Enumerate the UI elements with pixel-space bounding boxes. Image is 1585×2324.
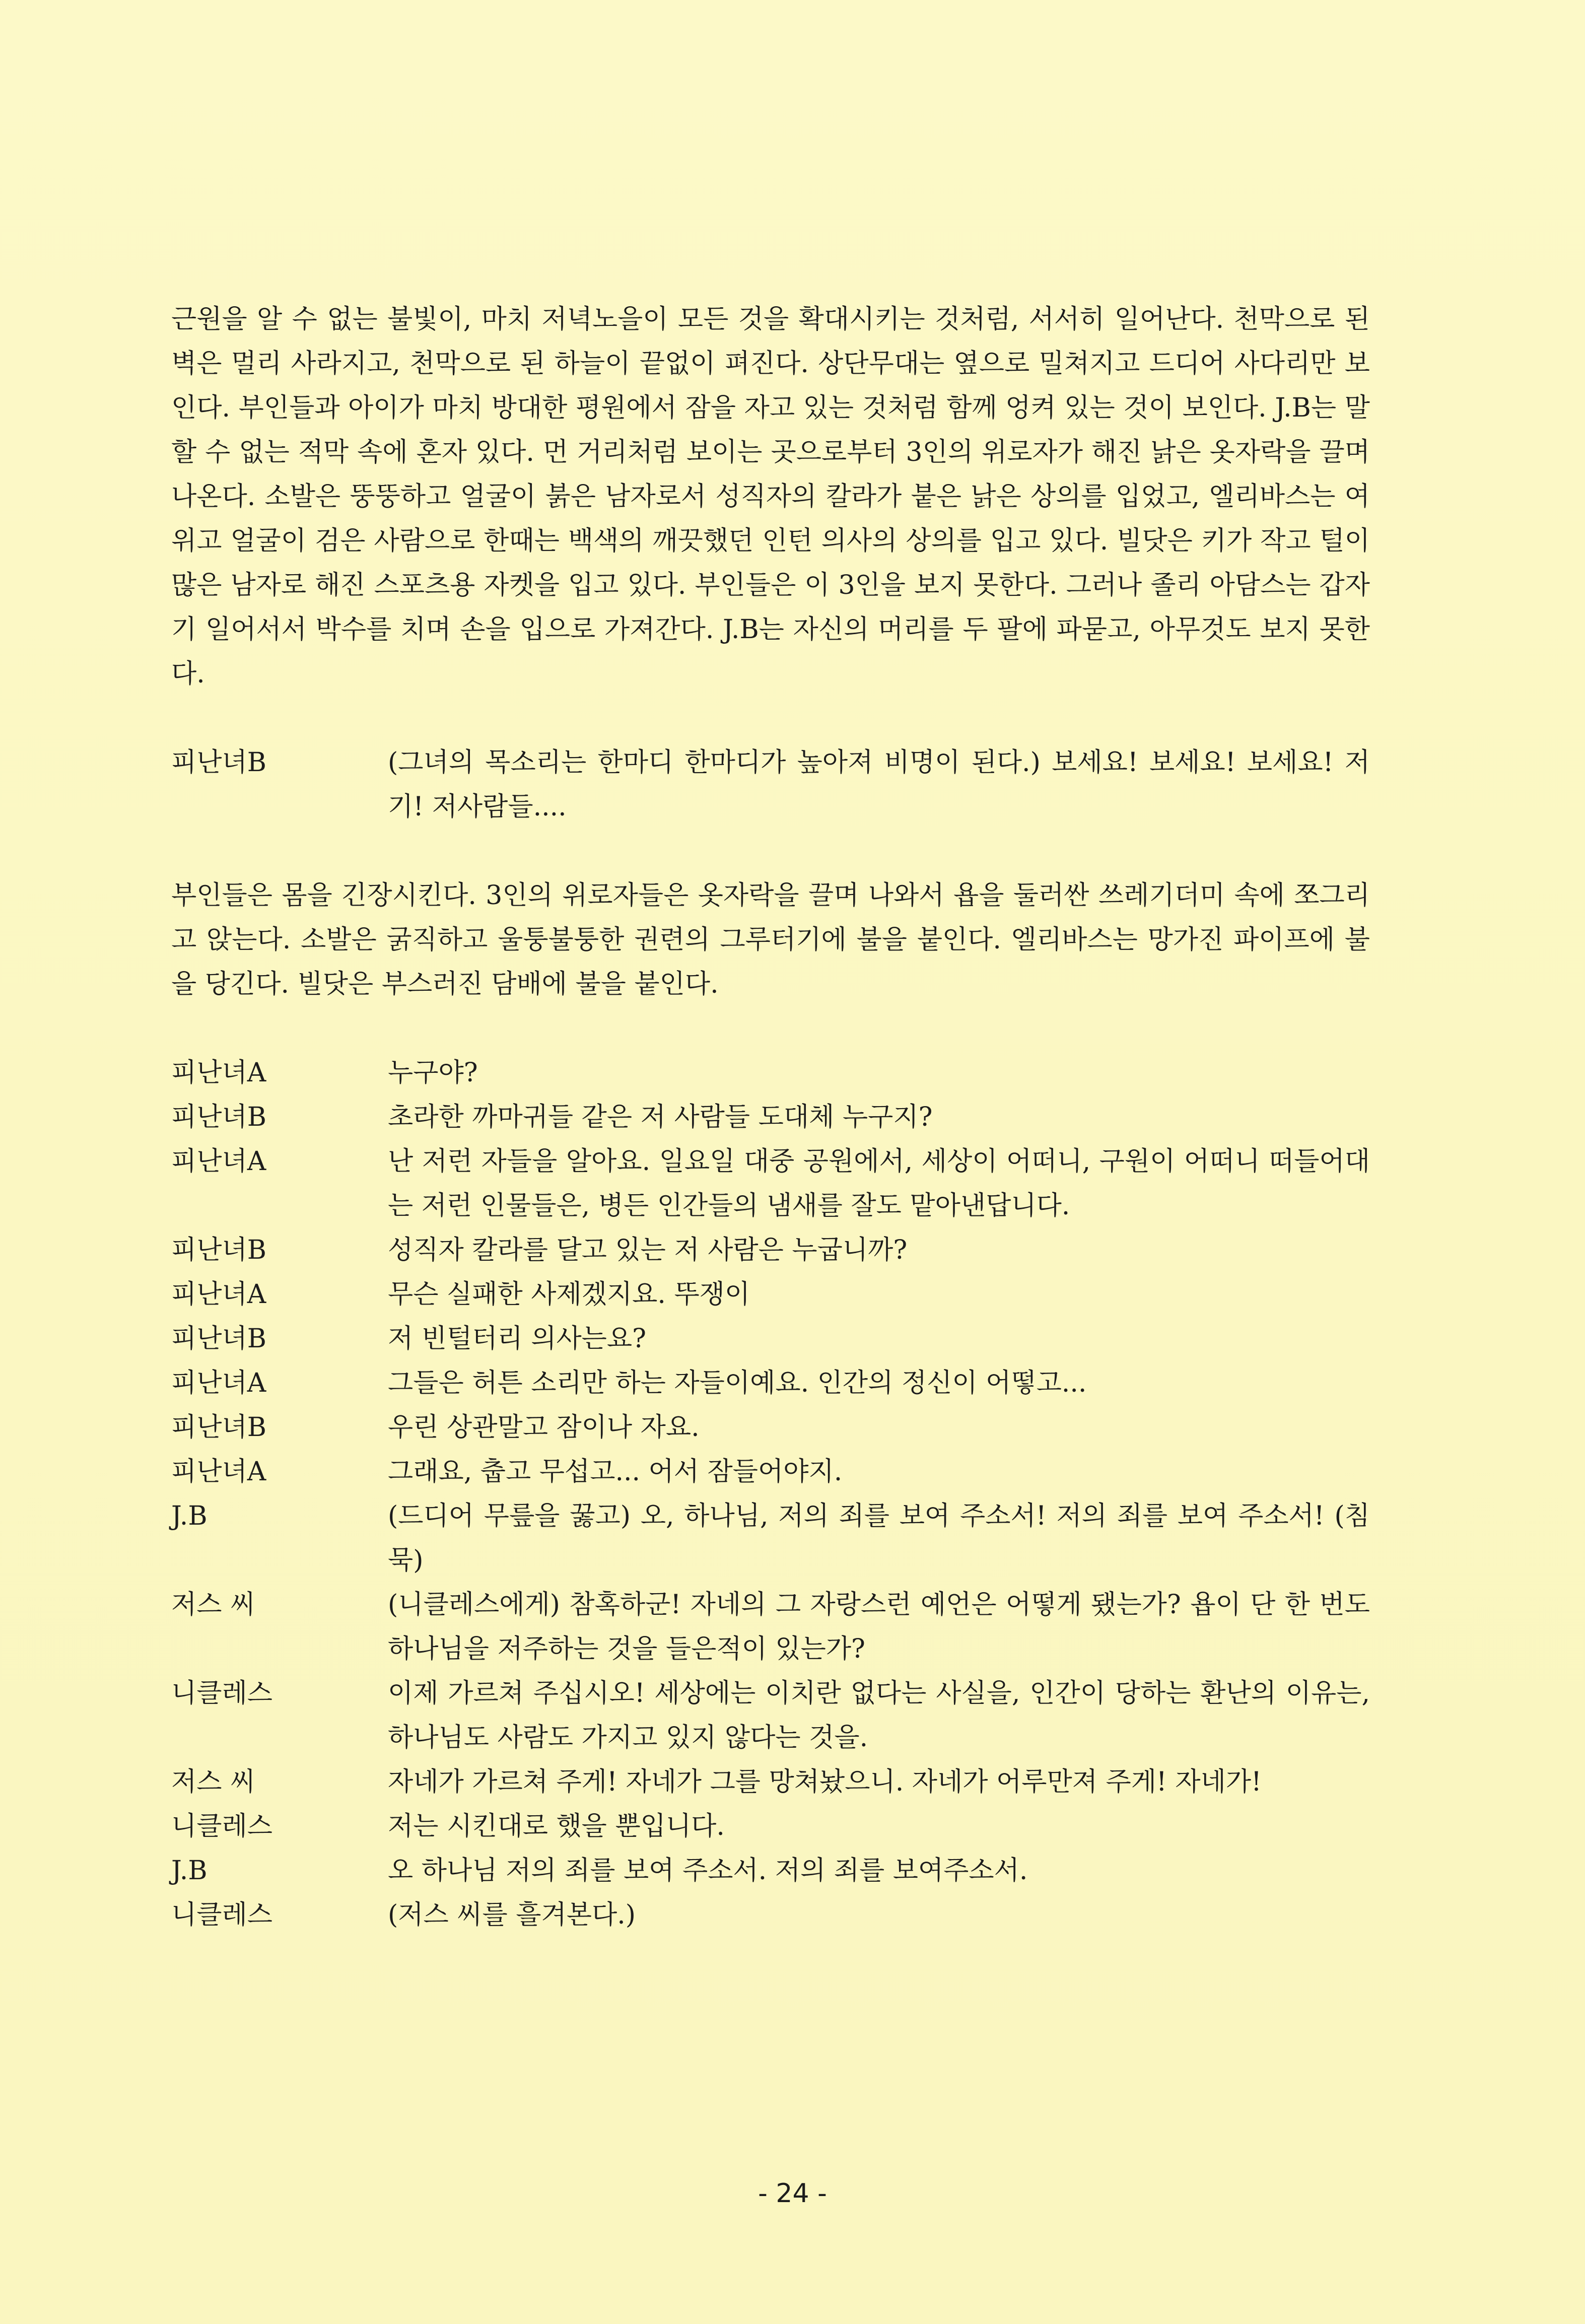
dialog-line (171, 1893, 1370, 1937)
speech-text: 성직자 칼라를 달고 있는 저 사람은 누굽니까? (388, 1235, 908, 1265)
speech-text: 이제 가르쳐 주십시오! 세상에는 이치란 없다는 사실을, 인간이 당하는 환난의 이유는, 하나님도 사람도 가지고 있지 않다는 것을. (388, 1678, 1370, 1753)
dialog-line (171, 1139, 1370, 1228)
dialog-line (171, 1760, 1370, 1804)
stage-direction-paragraph: 근원을 알 수 없는 불빛이, 마치 저녁노을이 모든 것을 확대시키는 것처럼, 서서히 일어난다. 천막으로 된 벽은 멀리 사라지고, 천막으로 된 하늘이 끝없이 펴진다. 상단무대는 옆으로 밀쳐지고 드디어 사다리만 보인다. 부인들과 아이가 마치 방대한 평원에서 잠을 자고 있는 것처럼 함께 엉켜 있는 것이 보인다. J.B는 말할 수 없는 적막 속에 혼자 있다. 먼 거리처럼 보이는 곳으로부터 3인의 위로자가 해진 낡은 옷자락을 끌며 나온다. 소발은 뚱뚱하고 얼굴이 붉은 남자로서 성직자의 칼라가 붙은 낡은 상의를 입었고, 엘리바스는 여위고 얼굴이 검은 사람으로 한때는 백색의 깨끗했던 인턴 의사의 상의를 입고 있다. 빌닷은 키가 작고 털이 많은 남자로 해진 스포츠용 자켓을 입고 있다. 부인들은 이 3인을 보지 못한다. 그러나 졸리 아담스는 갑자기 일어서서 박수를 치며 손을 입으로 가져간다. J.B는 자신의 머리를 두 팔에 파묻고, 아무것도 보지 못한다. (171, 304, 1370, 689)
speaker-name: 저스 씨 (171, 1767, 256, 1797)
stage-direction-paragraph: 부인들은 몸을 긴장시킨다. 3인의 위로자들은 옷자락을 끌며 나와서 욥을 둘러싼 쓰레기더미 속에 쪼그리고 앉는다. 소발은 굵직하고 울퉁불퉁한 권련의 그루터기에 불을 붙인다. 엘리바스는 망가진 파이프에 불을 당긴다. 빌닷은 부스러진 담배에 불을 붙인다. (171, 880, 1370, 999)
dialog-line (171, 1095, 1370, 1139)
dialog-line (171, 1405, 1370, 1450)
speech-text: (그녀의 목소리는 한마디 한마디가 높아져 비명이 된다.) 보세요! 보세요! 보세요! 저기! 저사람들.... (388, 747, 1370, 822)
speaker-name: 피난녀B (171, 1102, 266, 1132)
spacer (171, 696, 1370, 740)
speaker-name: 피난녀B (171, 1235, 266, 1265)
speech-text: 그래요, 춥고 무섭고... 어서 잠들어야지. (388, 1457, 843, 1487)
dialog-block-2 (171, 1051, 1370, 1937)
dialog-line (171, 1361, 1370, 1405)
dialog-line (171, 740, 1370, 829)
speaker-name: 니클레스 (171, 1678, 272, 1708)
dialog-block-1 (171, 740, 1370, 829)
speaker-name: 니클레스 (171, 1811, 272, 1841)
speaker-name: 피난녀A (171, 1279, 266, 1310)
spacer (171, 1006, 1370, 1051)
speaker-name: J.B (171, 1501, 208, 1531)
speaker-name: 피난녀A (171, 1457, 266, 1487)
dialog-line (171, 1317, 1370, 1361)
speaker-name: 피난녀B (171, 1324, 266, 1354)
speech-text: 우린 상관말고 잠이나 자요. (388, 1412, 700, 1443)
speaker-name: 피난녀A (171, 1368, 266, 1398)
speech-text: 오 하나님 저의 죄를 보여 주소서. 저의 죄를 보여주소서. (388, 1856, 1028, 1886)
page-body (171, 297, 1370, 1937)
dialog-line (171, 1272, 1370, 1317)
speaker-name: 피난녀A (171, 1058, 266, 1088)
speech-text: (저스 씨를 흘겨본다.) (388, 1900, 636, 1930)
spacer (171, 829, 1370, 873)
speech-text: 무슨 실패한 사제겠지요. 뚜쟁이 (388, 1279, 750, 1310)
dialog-line (171, 1494, 1370, 1583)
speech-text: (니클레스에게) 참혹하군! 자네의 그 자랑스런 예언은 어떻게 됐는가? 욥이 단 한 번도 하나님을 저주하는 것을 들은적이 있는가? (388, 1590, 1370, 1664)
dialog-line (171, 1228, 1370, 1272)
speech-text: (드디어 무릎을 꿇고) 오, 하나님, 저의 죄를 보여 주소서! 저의 죄를 보여 주소서! (침묵) (388, 1501, 1370, 1576)
speaker-name: 저스 씨 (171, 1590, 256, 1620)
page-number: - 24 - (758, 2178, 827, 2209)
speech-text: 그들은 허튼 소리만 하는 자들이예요. 인간의 정신이 어떻고... (388, 1368, 1087, 1398)
speaker-name: J.B (171, 1856, 208, 1886)
speaker-name: 피난녀B (171, 747, 266, 778)
dialog-line (171, 1849, 1370, 1893)
speech-text: 저 빈털터리 의사는요? (388, 1324, 647, 1354)
speech-text: 누구야? (388, 1058, 478, 1088)
speaker-name: 피난녀B (171, 1412, 266, 1443)
dialog-line (171, 1583, 1370, 1671)
dialog-line (171, 1450, 1370, 1494)
dialog-line (171, 1671, 1370, 1760)
dialog-line (171, 1051, 1370, 1095)
speech-text: 초라한 까마귀들 같은 저 사람들 도대체 누구지? (388, 1102, 933, 1132)
speech-text: 자네가 가르쳐 주게! 자네가 그를 망쳐놨으니. 자네가 어루만져 주게! 자네가! (388, 1767, 1262, 1797)
speaker-name: 니클레스 (171, 1900, 272, 1930)
speech-text: 저는 시킨대로 했을 뿐입니다. (388, 1811, 725, 1841)
dialog-line (171, 1804, 1370, 1849)
speaker-name: 피난녀A (171, 1146, 266, 1177)
speech-text: 난 저런 자들을 알아요. 일요일 대중 공원에서, 세상이 어떠니, 구원이 어떠니 떠들어대는 저런 인물들은, 병든 인간들의 냄새를 잘도 맡아낸답니다. (388, 1146, 1370, 1221)
